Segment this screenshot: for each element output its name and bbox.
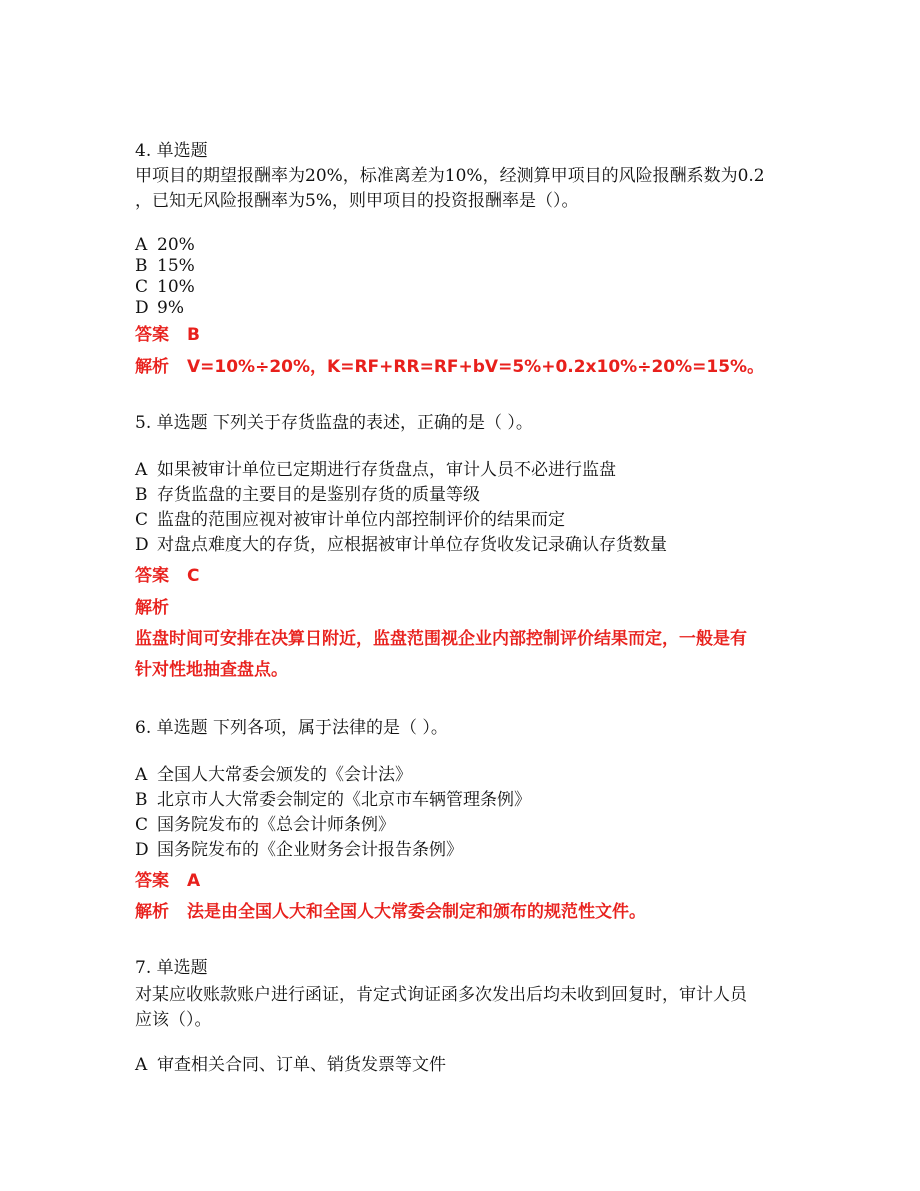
q5-answer [135,566,199,586]
option-letter: D [135,840,149,860]
q4-analysis [135,357,764,377]
option-text: 国务院发布的《总会计师条例》 [157,815,395,835]
analysis-text: 法是由全国人大和全国人大常委会制定和颁布的规范性文件。 [187,902,646,922]
answer-value: A [187,871,201,891]
option-text: 9% [157,298,184,318]
q5-option-a [135,460,616,480]
option-letter: C [135,277,149,297]
analysis-label: 解析 [135,902,169,922]
option-letter: A [135,235,148,255]
option-letter: A [135,765,148,785]
q4-option-b [135,256,195,276]
q4-answer [135,325,200,345]
q5-analysis-line2: 针对性地抽查盘点。 [135,660,288,680]
option-text: 如果被审计单位已定期进行存货盘点，审计人员不必进行监盘 [157,460,616,480]
q4-option-d [135,298,184,318]
option-letter: C [135,815,149,835]
answer-label: 答案 [135,871,169,891]
answer-label: 答案 [135,325,169,345]
q6-option-b [135,790,531,810]
option-text: 存货监盘的主要目的是鉴别存货的质量等级 [157,485,480,505]
q4-header: 4. 单选题 [135,141,208,161]
answer-label: 答案 [135,566,169,586]
q4-stem-line2: ，已知无风险报酬率为5%，则甲项目的投资报酬率是（）。 [135,191,579,211]
q5-option-d [135,535,667,555]
option-letter: D [135,535,149,555]
option-text: 15% [157,256,195,276]
option-text: 20% [157,235,195,255]
option-letter: B [135,256,148,276]
q6-header: 6. 单选题 下列各项，属于法律的是（ ）。 [135,718,448,738]
q5-analysis-label: 解析 [135,598,169,618]
option-letter: D [135,298,149,318]
answer-value: B [187,325,200,345]
q6-answer [135,871,200,891]
option-letter: A [135,1055,148,1075]
option-letter: C [135,510,149,530]
analysis-text: V=10%÷20%，K=RF+RR=RF+bV=5%+0.2x10%÷20%=15%。 [187,357,765,377]
option-text: 监盘的范围应视对被审计单位内部控制评价的结果而定 [157,510,565,530]
q5-header: 5. 单选题 下列关于存货监盘的表述，正确的是（ ）。 [135,413,533,433]
option-letter: B [135,485,148,505]
option-text: 北京市人大常委会制定的《北京市车辆管理条例》 [157,790,531,810]
q7-option-a [135,1055,446,1075]
q7-stem-line1: 对某应收账款账户进行函证，肯定式询证函多次发出后均未收到回复时，审计人员 [135,985,747,1005]
q6-option-d [135,840,463,860]
option-letter: B [135,790,148,810]
q7-stem-line2: 应该（）。 [135,1010,212,1030]
analysis-label: 解析 [135,357,169,377]
answer-value: C [187,566,200,586]
q4-option-c [135,277,195,297]
q6-option-a [135,765,412,785]
option-text: 审查相关合同、订单、销货发票等文件 [157,1055,446,1075]
q6-analysis [135,902,646,922]
q5-option-c [135,510,565,530]
q7-header: 7. 单选题 [135,958,208,978]
option-text: 10% [157,277,195,297]
option-letter: A [135,460,148,480]
option-text: 国务院发布的《企业财务会计报告条例》 [157,840,463,860]
option-text: 全国人大常委会颁发的《会计法》 [157,765,412,785]
q4-stem-line1: 甲项目的期望报酬率为20%，标准离差为10%，经测算甲项目的风险报酬系数为0.2 [135,166,765,186]
q5-option-b [135,485,480,505]
option-text: 对盘点难度大的存货，应根据被审计单位存货收发记录确认存货数量 [157,535,667,555]
q5-analysis-line1: 监盘时间可安排在决算日附近，监盘范围视企业内部控制评价结果而定，一般是有 [135,629,747,649]
q4-option-a [135,235,195,255]
q6-option-c [135,815,395,835]
